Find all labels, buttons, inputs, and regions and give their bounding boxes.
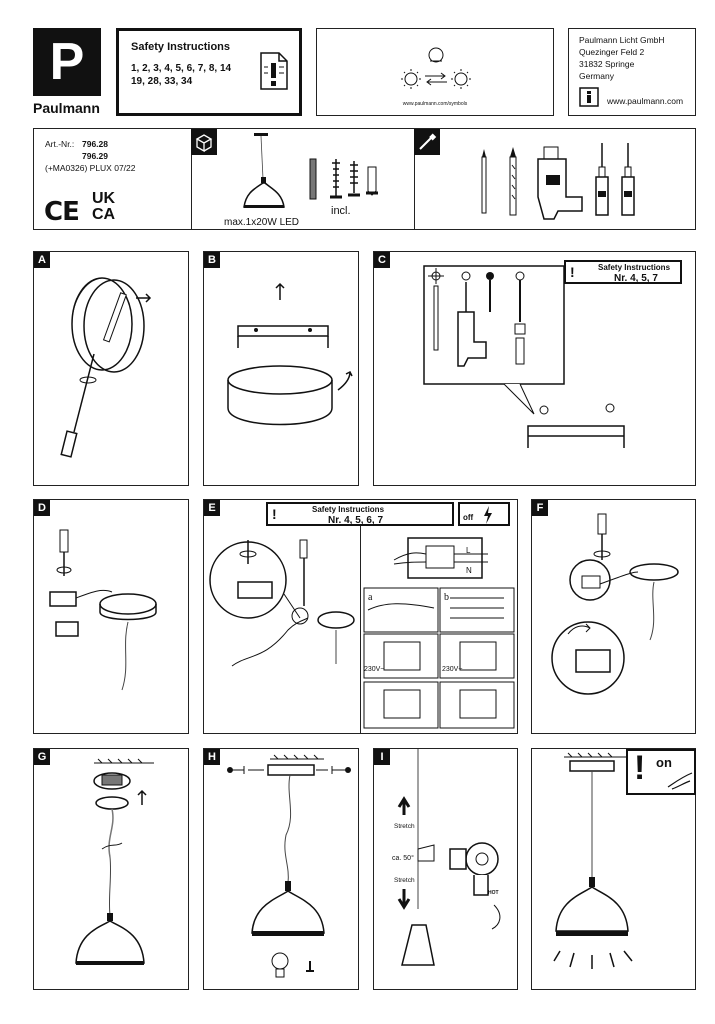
company-country: Germany [579, 71, 614, 81]
ukca-mark-top: UK [92, 190, 116, 207]
safety-title: Safety Instructions [598, 263, 671, 272]
on-label: on [656, 755, 672, 770]
safety-numbers: Nr. 4, 5, 7 [614, 273, 658, 284]
step-label: A [34, 252, 50, 268]
step-label: E [204, 500, 220, 516]
safety-title: Safety Instructions [131, 41, 231, 53]
symbols-url: www.paulmann.com/symbols [402, 101, 468, 107]
step-label: D [34, 500, 50, 516]
divider [360, 526, 361, 734]
step-d-panel [33, 499, 189, 734]
sub-step-a: a [368, 592, 373, 603]
article-number-2: 796.29 [82, 151, 108, 161]
off-text: off [463, 513, 474, 522]
step-f-panel [531, 499, 696, 734]
pendant-lamp-drawing [234, 129, 304, 219]
sub-step-b: b [444, 592, 449, 603]
hot-label: HOT [488, 890, 499, 896]
step-label: F [532, 500, 548, 516]
warning-icon: ! [570, 264, 575, 280]
tools-icon [414, 129, 440, 155]
wiring-diagram [364, 530, 516, 730]
incl-label: incl. [331, 205, 351, 217]
pencil-drill-screwdriver-drawing [474, 135, 654, 221]
company-city: 31832 Springe [579, 59, 635, 69]
symbols-box [316, 28, 554, 116]
safety-numbers: Nr. 4, 5, 6, 7 [328, 515, 384, 526]
warning-icon: ! [634, 749, 646, 787]
lamp-spec: max.1x20W LED [224, 217, 300, 228]
box-icon [191, 129, 217, 155]
final-panel [531, 748, 696, 990]
lit-pendant-drawing [546, 755, 656, 985]
article-row [33, 128, 696, 230]
step-label: I [374, 749, 390, 765]
safety-title: Safety Instructions [312, 505, 385, 514]
L-label: L [466, 546, 471, 555]
voltage-label: 230V~ [442, 666, 463, 673]
lightning-icon [482, 506, 494, 524]
stretch-bottom-label: Stretch [394, 877, 415, 884]
drill-mount-drawing [404, 262, 654, 462]
stretch-top-label: Stretch [394, 823, 415, 830]
off-power-box [458, 502, 510, 526]
article-number-1: 796.28 [82, 139, 108, 149]
step-h-panel [203, 748, 359, 990]
logo-letter: P [49, 33, 85, 91]
step-c-panel [373, 251, 696, 486]
safety-numbers-line2: 19, 28, 33, 34 [131, 76, 193, 87]
ce-mark: CE [44, 197, 79, 227]
step-g-panel [33, 748, 189, 990]
article-code: (+MA0326) PLUX 07/22 [45, 163, 136, 173]
N-label: N [466, 566, 472, 575]
step-e-safety-box [266, 502, 454, 526]
heat-stretch-drawing [374, 749, 519, 991]
step-label: B [204, 252, 220, 268]
voltage-label: 230V~ [364, 666, 385, 673]
company-name: Paulmann Licht GmbH [579, 35, 665, 45]
company-street: Quezinger Feld 2 [579, 47, 645, 57]
article-label: Art.-Nr.: [45, 139, 75, 149]
warning-icon: ! [272, 506, 277, 522]
terminal-wiring-drawing [42, 526, 182, 706]
terminal-detail-drawing [542, 510, 692, 710]
step-label: C [374, 252, 390, 268]
info-icon [579, 87, 599, 107]
step-i-panel [373, 748, 518, 990]
sun-exchange-icon [399, 45, 473, 95]
brand-name: Paulmann [33, 100, 100, 116]
canopy-pendant-drawing [64, 757, 174, 983]
paulmann-logo [33, 28, 101, 96]
ring-screwdriver-drawing [54, 272, 174, 472]
bracket-ring-drawing [218, 280, 358, 460]
safety-numbers-line1: 1, 2, 3, 4, 5, 6, 7, 8, 14 [131, 63, 232, 74]
safety-instructions-box [116, 28, 302, 116]
step-label: G [34, 749, 50, 765]
step-label: H [204, 749, 220, 765]
company-web: www.paulmann.com [607, 96, 684, 106]
step-b-panel [203, 251, 359, 486]
screws-dowels-icon [306, 157, 384, 205]
pendant-bulb-drawing [224, 755, 354, 985]
step-e-panel [203, 499, 518, 734]
company-box [568, 28, 696, 116]
switch-hand-icon [666, 771, 694, 791]
warning-document-icon [255, 51, 289, 91]
connection-detail-drawing [208, 534, 358, 724]
ukca-mark-bottom: CA [92, 206, 116, 223]
step-a-panel [33, 251, 189, 486]
angle-label: ca. 50° [392, 855, 414, 862]
